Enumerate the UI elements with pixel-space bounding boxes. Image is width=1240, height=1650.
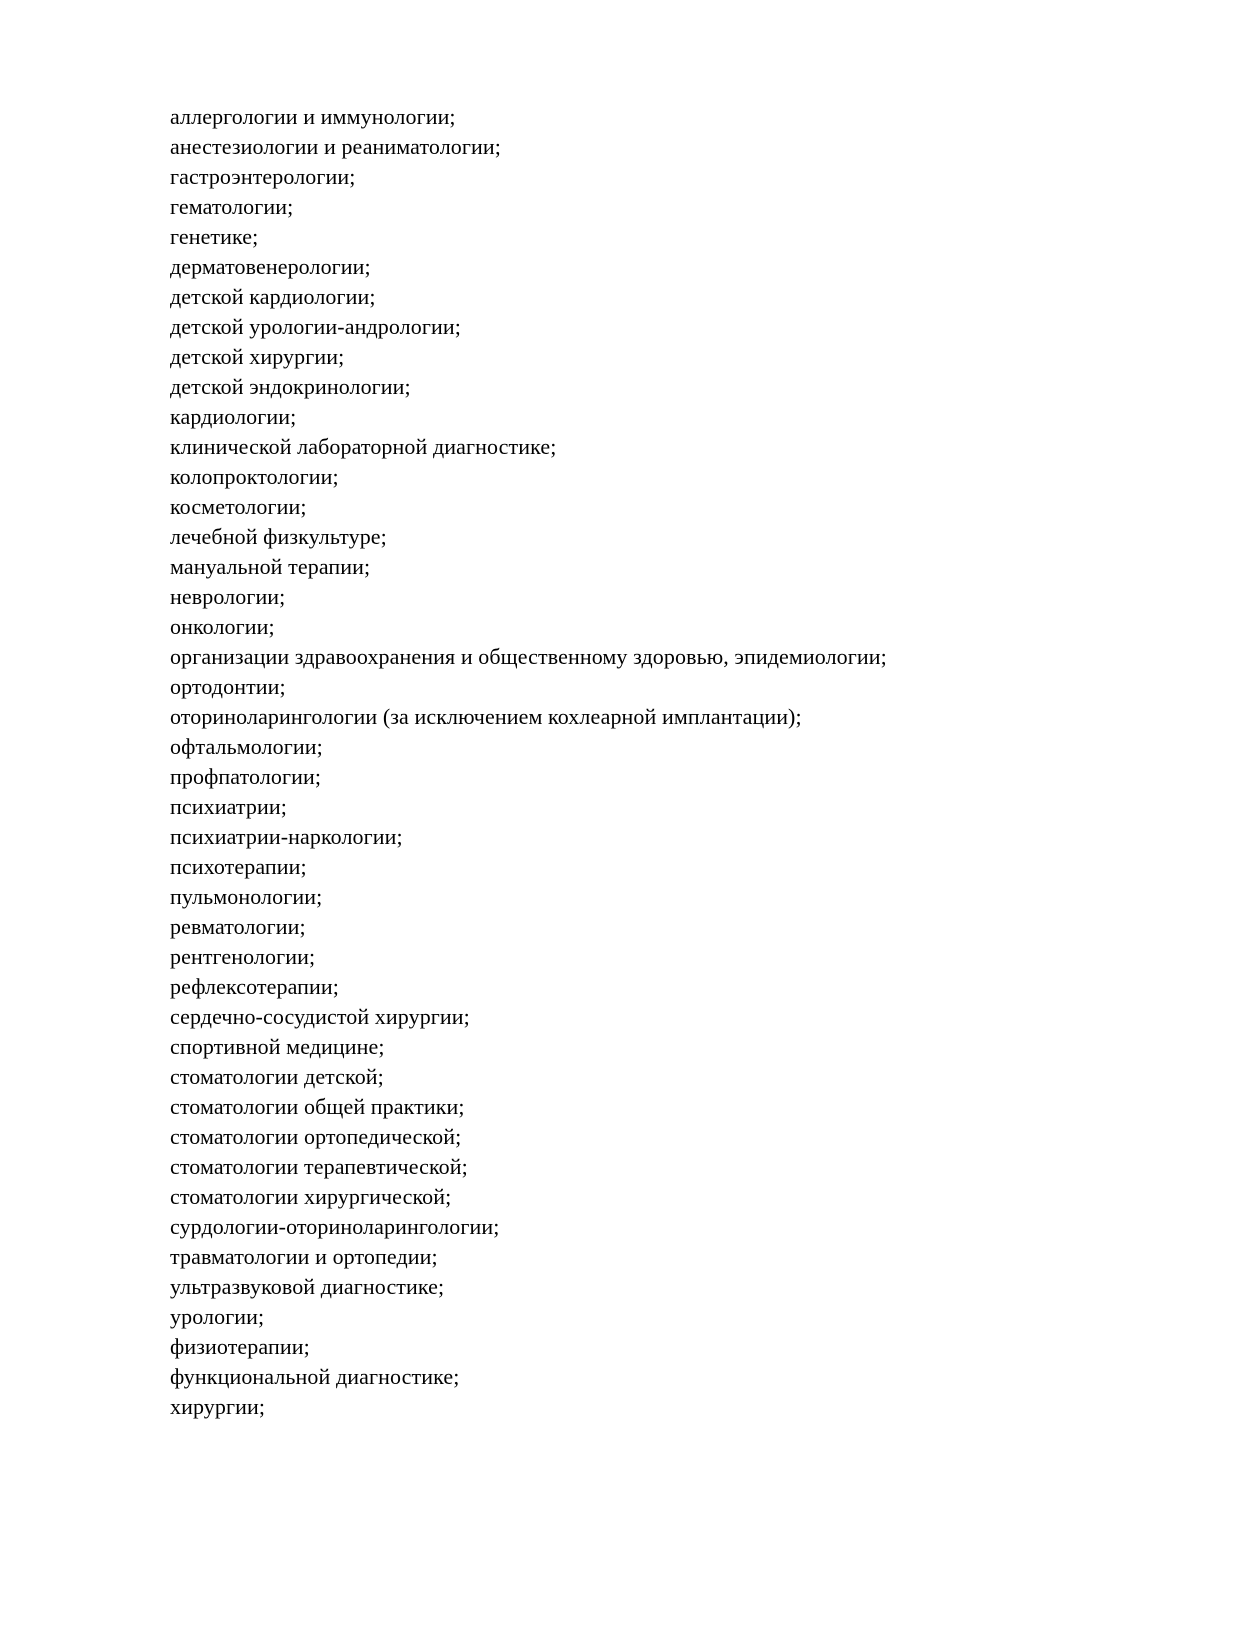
specialty-line: гематологии; [170, 194, 294, 219]
specialty-line: рефлексотерапии; [170, 974, 339, 999]
specialties-list [170, 102, 1190, 1422]
specialty-line: детской хирургии; [170, 344, 345, 369]
specialty-line: психиатрии-наркологии; [170, 824, 403, 849]
specialty-line: пульмонологии; [170, 884, 323, 909]
specialty-line: клинической лабораторной диагностике; [170, 434, 557, 459]
specialty-line: мануальной терапии; [170, 554, 371, 579]
specialty-line: детской кардиологии; [170, 284, 376, 309]
specialty-line: колопроктологии; [170, 464, 339, 489]
specialty-line: лечебной физкультуре; [170, 524, 387, 549]
specialty-line: профпатологии; [170, 764, 322, 789]
specialty-line: физиотерапии; [170, 1334, 310, 1359]
specialty-line: хирургии; [170, 1394, 266, 1419]
specialty-line: офтальмологии; [170, 734, 323, 759]
specialty-line: рентгенологии; [170, 944, 316, 969]
specialty-line: психиатрии; [170, 794, 287, 819]
specialty-line: функциональной диагностике; [170, 1364, 460, 1389]
specialty-line: генетике; [170, 224, 259, 249]
specialty-line: психотерапии; [170, 854, 307, 879]
specialty-line: детской урологии-андрологии; [170, 314, 461, 339]
specialty-line: гастроэнтерологии; [170, 164, 356, 189]
specialty-line: спортивной медицине; [170, 1034, 385, 1059]
specialty-line: стоматологии общей практики; [170, 1094, 465, 1119]
specialty-line: детской эндокринологии; [170, 374, 411, 399]
specialty-line: стоматологии хирургической; [170, 1184, 452, 1209]
specialty-line: онкологии; [170, 614, 275, 639]
specialty-line: урологии; [170, 1304, 265, 1329]
specialty-line: ревматологии; [170, 914, 306, 939]
specialty-line: кардиологии; [170, 404, 297, 429]
specialty-line: сердечно-сосудистой хирургии; [170, 1004, 470, 1029]
specialty-line: стоматологии терапевтической; [170, 1154, 468, 1179]
specialty-line: сурдологии-оториноларингологии; [170, 1214, 500, 1239]
specialty-line: косметологии; [170, 494, 307, 519]
specialty-line: стоматологии детской; [170, 1064, 384, 1089]
specialty-line: неврологии; [170, 584, 286, 609]
specialty-line: стоматологии ортопедической; [170, 1124, 462, 1149]
specialty-line: ультразвуковой диагностике; [170, 1274, 445, 1299]
specialty-line: ортодонтии; [170, 674, 286, 699]
specialty-line: организации здравоохранения и общественному здоровью, эпидемиологии; [170, 644, 887, 669]
specialty-line: травматологии и ортопедии; [170, 1244, 438, 1269]
specialty-line: анестезиологии и реаниматологии; [170, 134, 501, 159]
specialty-line: оториноларингологии (за исключением кохлеарной имплантации); [170, 704, 802, 729]
specialty-line: аллергологии и иммунологии; [170, 104, 456, 129]
specialty-line: дерматовенерологии; [170, 254, 371, 279]
